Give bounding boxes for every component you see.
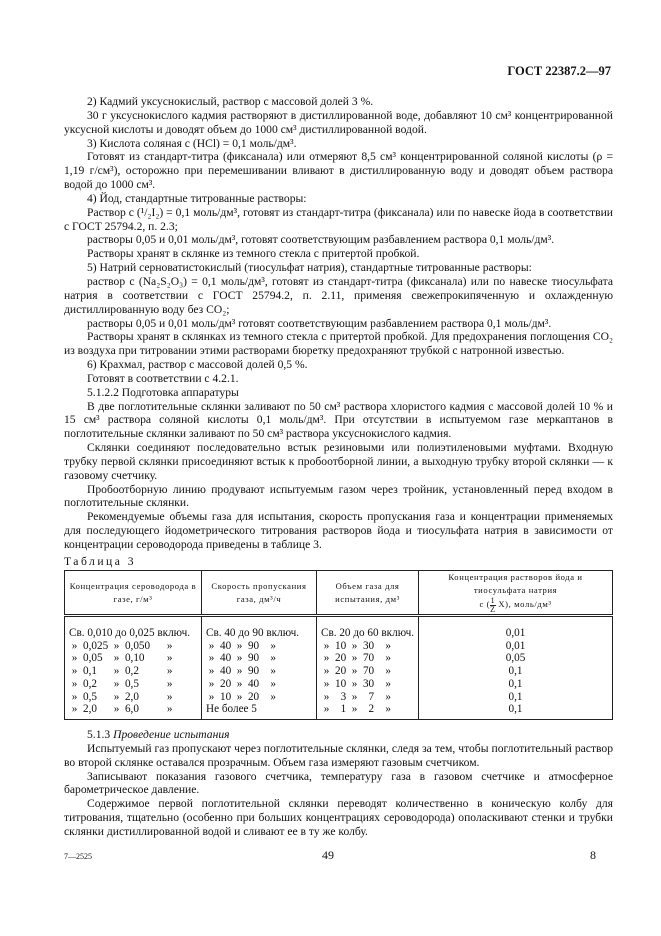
paragraph: Готовят из стандарт-титра (фиксанала) или отмеряют 8,5 см³ концентрированной соляной кислоты (ρ = 1,19 г/см³), осторожно при перемешивании вливают в дистиллированную воду и доводят объем раствора водой до 1000 см³. [64,150,613,192]
table-cell: 0,01 [419,616,613,640]
paragraph: 5) Натрий серноватистокислый (тиосульфат натрия), стандартные титрованные растворы: [87,261,532,275]
table-cell: » 40 » 90 » [202,665,317,678]
paragraph: 2) Кадмий уксуснокислый, раствор с массовой долей 3 %. [87,95,374,108]
paragraph: Растворы хранят в склянках из темного стекла с притертой пробкой. Для предохранения поглощения CO₂ из воздуха при титровании этими растворами бюретку предохраняют трубкой с натронной известью. [64,330,613,358]
table-cell: » 40 » 90 » [202,640,317,653]
paragraph: Склянки соединяют последовательно встык резиновыми или полиэтиленовыми муфтами. Входную трубку первой склянки присоединяют встык к пробоотборной линии, а выходную трубку второй склянки — к газовому счетчику. [64,441,613,482]
paragraph: Содержимое первой поглотительной склянки переводят количественно в коническую колбу для титрования, тщательно (особенно при больших концентрациях сероводорода) ополаскивают стенки и трубки склянки дистиллированной водой и сливают ее в ту же колбу. [64,797,613,838]
table-cell: » 2,0 » 6,0 » [65,703,202,719]
column-header: Скорость пропускания газа, дм³/ч [202,571,317,616]
column-header: Концентрация сероводорода в газе, г/м³ [65,571,202,616]
table-cell: 0,1 [419,703,613,719]
column-header [419,571,613,616]
fraction-numerator: 1 [490,596,496,605]
table-cell: » 10 » 30 » [317,678,419,691]
formula-suffix: X), моль/дм³ [495,599,552,610]
paragraph: Готовят в соответствии с 4.2.1. [87,371,239,385]
formula [479,596,552,614]
paragraph: раствор c (Na₂S₂O₃) = 0,1 моль/дм³, готовят из стандарт-титра (фиксанала) или по навеске тиосульфата натрия в соответствии с ГОСТ 25794.2, п. 2.11, применяя свежепрокипяченную и охлажденную дистиллированную воду без CO₂; [64,274,613,316]
table-cell: 0,1 [419,665,613,678]
page-number: 49 [322,848,334,862]
table-cell: 0,1 [419,691,613,704]
paragraph: Растворы хранят в склянке из темного стекла с притертой пробкой. [87,247,420,261]
paragraph: Пробоотборную линию продувают испытуемым газом через тройник, установленный перед входом в поглотительные склянки. [64,482,613,510]
formula-prefix: c ( [479,599,491,610]
table-cell: » 10 » 20 » [202,691,317,704]
table-cell: » 20 » 40 » [202,678,317,691]
table-cell: » 10 » 30 » [317,640,419,653]
table-cell: 0,05 [419,652,613,665]
column-header: Объем газа для испытания, дм³ [317,571,419,616]
table-cell: » 20 » 70 » [317,665,419,678]
table-cell: 0,1 [419,678,613,691]
table-cell: » 0,2 » 0,5 » [65,678,202,691]
table-cell: Св. 0,010 до 0,025 включ. [65,616,202,640]
section-heading [64,728,613,742]
paragraph: 30 г уксуснокислого кадмия растворяют в дистиллированной воде, добавляют 10 см³ концентрированной уксусной кислоты и доводят объем до 1000 см³ дистиллированной водой. [64,108,613,136]
table-cell: » 3 » 7 » [317,691,419,704]
section-5-1-3 [64,728,613,839]
paragraph: 3) Кислота соляная c (HCl) = 0,1 моль/дм³. [87,136,297,150]
table-row [65,665,613,678]
fraction-denominator: Z [490,605,496,614]
table-row [65,640,613,653]
table-cell: » 20 » 70 » [317,652,419,665]
table-cell: » 0,5 » 2,0 » [65,691,202,704]
table-cell: 0,01 [419,640,613,653]
paragraph: Раствор c (¹/₂I₂) = 0,1 моль/дм³, готовят из стандарт-титра (фиксанала) или по навеске йода в соответствии с ГОСТ 25794.2, п. 2.3; [64,205,613,233]
sheet-number: 8 [590,848,596,862]
document-code: ГОСТ 22387.2—97 [507,64,611,78]
table-cell: Св. 20 до 60 включ. [317,616,419,640]
column-header-text: Концентрация растворов йода и тиосульфата натрия [448,572,583,595]
paragraph: Рекомендуемые объемы газа для испытания, скорость пропускания газа и концентрации применяемых для последующего йодометрического титрования растворов йода и тиосульфата натрия в зависимости от концентрации сероводорода приведены в таблице 3. [64,510,613,551]
paragraph: 6) Крахмал, раствор с массовой долей 0,5 %. [87,358,308,372]
paragraph: растворы 0,05 и 0,01 моль/дм³ готовят соответствующим разбавлением раствора 0,1 моль/дм³. [87,316,552,330]
section-heading: 5.1.2.2 Подготовка аппаратуры [87,385,239,399]
table-cell: » 1 » 2 » [317,703,419,719]
table-cell: Св. 40 до 90 включ. [202,616,317,640]
paragraph: Испытуемый газ пропускают через поглотительные склянки, следя за тем, чтобы поглотительный раствор во второй склянке оставался прозрачным. Объем газа измеряют газовым счетчиком. [64,741,613,769]
table-row [65,678,613,691]
table-cell: » 40 » 90 » [202,652,317,665]
paragraph: В две поглотительные склянки заливают по 50 см³ раствора хлористого кадмия с массовой долей 10 % и 15 см³ раствора соляной кислоты 0,1 моль/дм³. При отсутствии в испытуемом газе меркаптанов в поглотительные склянки заливают по 50 см³ раствора уксуснокислого кадмия. [64,399,613,441]
main-text [64,95,613,569]
paragraph: Записывают показания газового счетчика, температуру газа в газовом счетчике и атмосферное барометрическое давление. [64,769,613,797]
paragraph: растворы 0,05 и 0,01 моль/дм³, готовят соответствующим разбавлением раствора 0,1 моль/дм³. [87,233,555,247]
table-row [65,703,613,719]
table-row [65,652,613,665]
table-cell: » 0,05 » 0,10 » [65,652,202,665]
section-title: Проведение испытания [113,728,230,741]
table-cell: » 0,025 » 0,050 » [65,640,202,653]
table-cell: » 0,1 » 0,2 » [65,665,202,678]
table-cell: Не более 5 [202,703,317,719]
section-number: 5.1.3 [87,728,111,741]
table-3 [64,570,613,720]
print-code: 7—2525 [64,852,92,861]
table-row [65,691,613,704]
table-label: Таблица 3 [64,554,137,568]
paragraph: 4) Йод, стандартные титрованные растворы: [87,191,307,205]
table-row [65,616,613,640]
